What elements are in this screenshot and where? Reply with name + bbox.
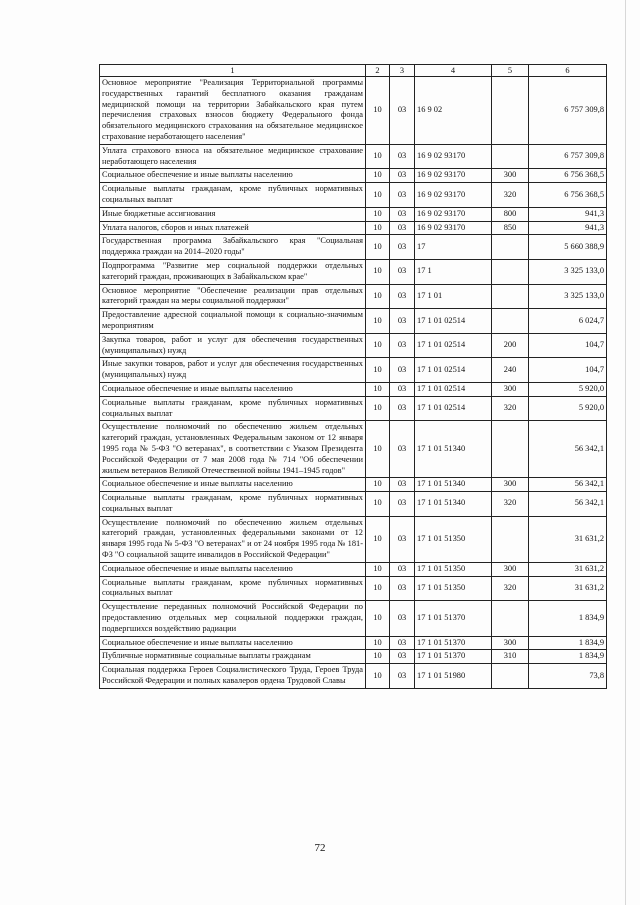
cell-amount: 6 757 309,8 — [529, 77, 607, 145]
cell-subsection: 03 — [390, 516, 415, 562]
table-row — [100, 492, 607, 517]
cell-target-article: 17 1 01 51350 — [415, 516, 492, 562]
cell-expense-type: 320 — [492, 492, 529, 517]
cell-expense-type — [492, 516, 529, 562]
budget-table — [99, 64, 607, 689]
cell-name: Подпрограмма "Развитие мер социальной поддержки отдельных категорий граждан, проживающих в Забайкальском крае" — [100, 259, 366, 284]
cell-section: 10 — [366, 77, 390, 145]
cell-target-article: 17 1 01 02514 — [415, 382, 492, 396]
cell-section: 10 — [366, 183, 390, 208]
cell-expense-type: 300 — [492, 169, 529, 183]
table-row — [100, 636, 607, 650]
cell-name: Уплата налогов, сборов и иных платежей — [100, 221, 366, 235]
cell-section: 10 — [366, 382, 390, 396]
cell-name: Иные бюджетные ассигнования — [100, 207, 366, 221]
cell-subsection: 03 — [390, 207, 415, 221]
table-row — [100, 144, 607, 169]
cell-expense-type: 200 — [492, 333, 529, 358]
cell-section: 10 — [366, 636, 390, 650]
cell-section: 10 — [366, 601, 390, 636]
cell-section: 10 — [366, 144, 390, 169]
cell-name: Предоставление адресной социальной помощи к социально-значимым мероприятиям — [100, 309, 366, 334]
cell-expense-type — [492, 309, 529, 334]
cell-section: 10 — [366, 664, 390, 689]
cell-name: Закупка товаров, работ и услуг для обеспечения государственных (муниципальных) нужд — [100, 333, 366, 358]
cell-name: Осуществление полномочий по обеспечению жильем отдельных категорий граждан, установленных Федеральным законом от 12 января 1995 года № 5-ФЗ "О ветеранах", в соответствии с Указом Президента Российской Федерации от 7 мая 2008 года № 714 "Об обеспечении жильем ветеранов Великой Отечественной войны 1941–1945 годов" — [100, 421, 366, 478]
cell-subsection: 03 — [390, 576, 415, 601]
cell-subsection: 03 — [390, 492, 415, 517]
cell-expense-type: 300 — [492, 382, 529, 396]
cell-amount: 1 834,9 — [529, 601, 607, 636]
header-cell-subsection: 3 — [390, 65, 415, 77]
cell-target-article: 17 1 01 51350 — [415, 562, 492, 576]
cell-expense-type: 300 — [492, 562, 529, 576]
cell-amount: 6 024,7 — [529, 309, 607, 334]
cell-section: 10 — [366, 284, 390, 309]
cell-name: Социальные выплаты гражданам, кроме публичных нормативных социальных выплат — [100, 396, 366, 421]
cell-amount: 1 834,9 — [529, 636, 607, 650]
cell-name: Основное мероприятие "Реализация Территориальной программы государственных гарантий бесплатного оказания гражданам медицинской помощи на территории Забайкальского края путем перечисления страховых взносов бюджету Федерального фонда обязательного медицинского страхования на обязательное медицинское страхование неработающего населения" — [100, 77, 366, 145]
cell-name: Уплата страхового взноса на обязательное медицинское страхование неработающего населения — [100, 144, 366, 169]
cell-amount: 6 756 368,5 — [529, 169, 607, 183]
cell-target-article: 17 1 01 51350 — [415, 576, 492, 601]
cell-expense-type — [492, 421, 529, 478]
cell-name: Социальное обеспечение и иные выплаты населению — [100, 382, 366, 396]
header-cell-target-article: 4 — [415, 65, 492, 77]
table-row — [100, 235, 607, 260]
cell-target-article: 16 9 02 93170 — [415, 169, 492, 183]
cell-subsection: 03 — [390, 169, 415, 183]
cell-amount: 6 756 368,5 — [529, 183, 607, 208]
cell-target-article: 17 1 01 51370 — [415, 650, 492, 664]
table-row — [100, 478, 607, 492]
cell-section: 10 — [366, 235, 390, 260]
cell-expense-type: 800 — [492, 207, 529, 221]
cell-subsection: 03 — [390, 309, 415, 334]
cell-section: 10 — [366, 396, 390, 421]
cell-subsection: 03 — [390, 221, 415, 235]
cell-amount: 5 920,0 — [529, 382, 607, 396]
cell-target-article: 16 9 02 93170 — [415, 221, 492, 235]
cell-expense-type — [492, 259, 529, 284]
cell-amount: 1 834,9 — [529, 650, 607, 664]
table-row — [100, 421, 607, 478]
cell-name: Государственная программа Забайкальского края "Социальная поддержка граждан на 2014–2020 годы" — [100, 235, 366, 260]
cell-target-article: 16 9 02 93170 — [415, 207, 492, 221]
cell-expense-type: 300 — [492, 478, 529, 492]
cell-amount: 5 660 388,9 — [529, 235, 607, 260]
page-number: 72 — [314, 842, 326, 854]
cell-target-article: 17 1 01 51370 — [415, 636, 492, 650]
cell-subsection: 03 — [390, 636, 415, 650]
table-row — [100, 650, 607, 664]
cell-section: 10 — [366, 207, 390, 221]
cell-expense-type — [492, 235, 529, 260]
cell-target-article: 17 1 01 51370 — [415, 601, 492, 636]
table-row — [100, 207, 607, 221]
cell-target-article: 16 9 02 — [415, 77, 492, 145]
cell-subsection: 03 — [390, 421, 415, 478]
header-cell-name: 1 — [100, 65, 366, 77]
table-row — [100, 309, 607, 334]
cell-name: Социальное обеспечение и иные выплаты населению — [100, 169, 366, 183]
cell-target-article: 17 1 01 02514 — [415, 358, 492, 383]
cell-target-article: 16 9 02 93170 — [415, 144, 492, 169]
table-row — [100, 382, 607, 396]
cell-name: Социальное обеспечение и иные выплаты населению — [100, 636, 366, 650]
cell-expense-type — [492, 144, 529, 169]
table-row — [100, 183, 607, 208]
cell-name: Осуществление переданных полномочий Российской Федерации по предоставлению отдельных мер социальной поддержки граждан, подвергшихся воздействию радиации — [100, 601, 366, 636]
cell-amount: 73,8 — [529, 664, 607, 689]
cell-name: Социальная поддержка Героев Социалистического Труда, Героев Труда Российской Федерации и полных кавалеров ордена Трудовой Славы — [100, 664, 366, 689]
table-row — [100, 284, 607, 309]
cell-subsection: 03 — [390, 382, 415, 396]
cell-expense-type — [492, 284, 529, 309]
cell-expense-type: 310 — [492, 650, 529, 664]
cell-amount: 941,3 — [529, 221, 607, 235]
cell-name: Основное мероприятие "Обеспечение реализации прав отдельных категорий граждан на меры социальной поддержки" — [100, 284, 366, 309]
cell-amount: 56 342,1 — [529, 478, 607, 492]
cell-target-article: 17 1 01 — [415, 284, 492, 309]
cell-subsection: 03 — [390, 650, 415, 664]
cell-subsection: 03 — [390, 235, 415, 260]
budget-table-body — [100, 65, 607, 689]
cell-subsection: 03 — [390, 562, 415, 576]
header-cell-section: 2 — [366, 65, 390, 77]
table-row — [100, 358, 607, 383]
cell-name: Социальные выплаты гражданам, кроме публичных нормативных социальных выплат — [100, 576, 366, 601]
table-row — [100, 259, 607, 284]
cell-subsection: 03 — [390, 77, 415, 145]
header-cell-expense-type: 5 — [492, 65, 529, 77]
cell-amount: 56 342,1 — [529, 421, 607, 478]
table-row — [100, 333, 607, 358]
cell-subsection: 03 — [390, 284, 415, 309]
cell-expense-type — [492, 664, 529, 689]
cell-section: 10 — [366, 309, 390, 334]
cell-amount: 31 631,2 — [529, 516, 607, 562]
cell-expense-type — [492, 77, 529, 145]
cell-name: Иные закупки товаров, работ и услуг для обеспечения государственных (муниципальных) нужд — [100, 358, 366, 383]
table-row — [100, 576, 607, 601]
cell-subsection: 03 — [390, 601, 415, 636]
cell-section: 10 — [366, 221, 390, 235]
cell-subsection: 03 — [390, 144, 415, 169]
scan-edge-line — [625, 0, 626, 905]
cell-subsection: 03 — [390, 478, 415, 492]
cell-target-article: 17 1 01 02514 — [415, 309, 492, 334]
cell-expense-type: 240 — [492, 358, 529, 383]
cell-section: 10 — [366, 492, 390, 517]
cell-target-article: 17 1 01 51980 — [415, 664, 492, 689]
table-row — [100, 516, 607, 562]
cell-name: Социальные выплаты гражданам, кроме публичных нормативных социальных выплат — [100, 183, 366, 208]
cell-section: 10 — [366, 259, 390, 284]
cell-name: Публичные нормативные социальные выплаты гражданам — [100, 650, 366, 664]
table-row — [100, 77, 607, 145]
table-row — [100, 396, 607, 421]
table-header-row — [100, 65, 607, 77]
cell-subsection: 03 — [390, 259, 415, 284]
cell-subsection: 03 — [390, 358, 415, 383]
cell-subsection: 03 — [390, 396, 415, 421]
cell-target-article: 17 1 01 51340 — [415, 478, 492, 492]
cell-section: 10 — [366, 576, 390, 601]
cell-amount: 104,7 — [529, 358, 607, 383]
cell-section: 10 — [366, 333, 390, 358]
cell-section: 10 — [366, 562, 390, 576]
table-row — [100, 562, 607, 576]
cell-expense-type: 320 — [492, 576, 529, 601]
cell-target-article: 17 1 01 02514 — [415, 333, 492, 358]
table-row — [100, 601, 607, 636]
cell-section: 10 — [366, 650, 390, 664]
cell-section: 10 — [366, 358, 390, 383]
cell-name: Социальное обеспечение и иные выплаты населению — [100, 562, 366, 576]
cell-amount: 56 342,1 — [529, 492, 607, 517]
header-cell-amount: 6 — [529, 65, 607, 77]
cell-expense-type: 850 — [492, 221, 529, 235]
cell-amount: 3 325 133,0 — [529, 284, 607, 309]
table-row — [100, 664, 607, 689]
cell-amount: 31 631,2 — [529, 576, 607, 601]
cell-subsection: 03 — [390, 333, 415, 358]
cell-expense-type: 300 — [492, 636, 529, 650]
cell-amount: 6 757 309,8 — [529, 144, 607, 169]
cell-section: 10 — [366, 516, 390, 562]
cell-section: 10 — [366, 478, 390, 492]
cell-target-article: 17 1 01 02514 — [415, 396, 492, 421]
cell-expense-type: 320 — [492, 183, 529, 208]
table-row — [100, 169, 607, 183]
cell-subsection: 03 — [390, 183, 415, 208]
cell-target-article: 17 — [415, 235, 492, 260]
cell-target-article: 16 9 02 93170 — [415, 183, 492, 208]
cell-section: 10 — [366, 421, 390, 478]
cell-name: Социальное обеспечение и иные выплаты населению — [100, 478, 366, 492]
cell-target-article: 17 1 01 51340 — [415, 421, 492, 478]
cell-amount: 104,7 — [529, 333, 607, 358]
cell-subsection: 03 — [390, 664, 415, 689]
cell-section: 10 — [366, 169, 390, 183]
cell-name: Осуществление полномочий по обеспечению жильем отдельных категорий граждан, установленных федеральными законами от 12 января 1995 года № 5-ФЗ "О ветеранах" и от 24 ноября 1995 года № 181-ФЗ "О социальной защите инвалидов в Российской Федерации" — [100, 516, 366, 562]
cell-expense-type — [492, 601, 529, 636]
cell-name: Социальные выплаты гражданам, кроме публичных нормативных социальных выплат — [100, 492, 366, 517]
cell-amount: 31 631,2 — [529, 562, 607, 576]
table-row — [100, 221, 607, 235]
cell-amount: 5 920,0 — [529, 396, 607, 421]
cell-target-article: 17 1 — [415, 259, 492, 284]
cell-expense-type: 320 — [492, 396, 529, 421]
cell-amount: 941,3 — [529, 207, 607, 221]
cell-amount: 3 325 133,0 — [529, 259, 607, 284]
cell-target-article: 17 1 01 51340 — [415, 492, 492, 517]
